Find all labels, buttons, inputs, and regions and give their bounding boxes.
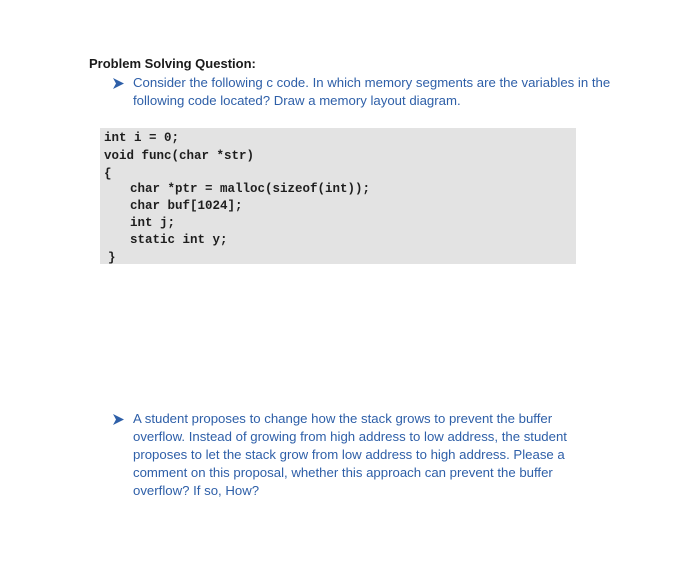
code-line: int i = 0; — [104, 131, 180, 145]
code-line: static int y; — [130, 233, 228, 247]
code-snippet — [100, 128, 576, 264]
question-heading: Problem Solving Question: — [89, 56, 256, 71]
arrowhead-bullet-icon — [112, 77, 125, 90]
code-line: void func(char *str) — [104, 149, 255, 163]
bullet-text: Consider the following c code. In which memory segments are the variables in the following code located? Draw a memory layout diagram. — [133, 75, 611, 108]
bullet-text: A student proposes to change how the stack grows to prevent the buffer overflow. Instead of growing from high address to low address, the student proposes to let the stack grow from low address to high address. Please a comment on this proposal, whether this approach can prevent the buffer overflow? If so, How? — [133, 411, 567, 498]
code-line: char *ptr = malloc(sizeof(int)); — [130, 182, 371, 196]
arrowhead-bullet-icon — [112, 413, 125, 426]
code-line: char buf[1024]; — [130, 199, 243, 213]
code-line: { — [104, 167, 112, 181]
code-line: } — [108, 251, 116, 265]
code-line: int j; — [130, 216, 176, 230]
question-bullet-memory-segments — [112, 74, 612, 110]
question-bullet-stack-growth — [112, 410, 602, 500]
